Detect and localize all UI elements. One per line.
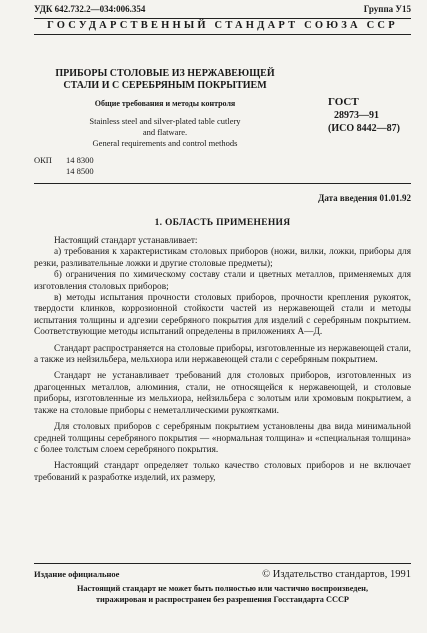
footer-rule bbox=[34, 563, 411, 564]
body-text bbox=[34, 236, 411, 484]
title-line-1: ПРИБОРЫ СТОЛОВЫЕ ИЗ НЕРЖАВЕЮЩЕЙ bbox=[55, 68, 275, 79]
group-code: Группа У15 bbox=[363, 4, 411, 14]
header-rule bbox=[34, 34, 411, 35]
official-edition-label: Издание официальное bbox=[34, 569, 120, 579]
paragraph: Настоящий стандарт устанавливает: bbox=[54, 236, 198, 246]
notice-line-1: Настоящий стандарт не может быть полностью или частично воспроизведен, bbox=[76, 584, 369, 593]
english-title bbox=[40, 116, 290, 149]
paragraph: а) требования к характеристикам столовых приборов (ножи, вилки, ложки, приборы для резки, разливательные ложки и другие столовые предметы); bbox=[34, 247, 411, 269]
date-introduced: Дата введения 01.01.92 bbox=[318, 193, 411, 203]
copyright-text: © Издательство стандартов, 1991 bbox=[262, 569, 411, 580]
gost-number: 28973—91 bbox=[334, 110, 379, 121]
udk-code: УДК 642.732.2—034:006.354 bbox=[34, 4, 146, 14]
document-subtitle: Общие требования и методы контроля bbox=[94, 99, 236, 108]
english-title-line-2: and flatware. bbox=[142, 127, 188, 137]
okp-codes bbox=[34, 155, 94, 177]
intro-rule bbox=[34, 183, 411, 184]
paragraph: Стандарт распространяется на столовые приборы, изготовленные из нержавеющей стали, а также из нейзильбера, мельхиора или нержавеющей стали с серебряным покрытием. bbox=[34, 343, 411, 366]
okp-label: ОКП bbox=[34, 155, 52, 165]
paragraph: б) ограничения по химическому составу стали и цветных металлов, применяемых для изготовления столовых приборов; bbox=[34, 270, 411, 292]
paragraph: в) методы испытания прочности столовых приборов, прочности крепления рукояток, твердости клинков, коррозионной стойкости частей из нержавеющей стали и методы испытания толщины и адгезии серебряного покрытия для изделий с серебряным покрытием. Соответствующие методы испытаний определены в приложениях А—Д. bbox=[34, 293, 411, 338]
standard-bar: ГОСУДАРСТВЕННЫЙ СТАНДАРТ СОЮЗА ССР bbox=[34, 18, 411, 34]
title-line-2: СТАЛИ И С СЕРЕБРЯНЫМ ПОКРЫТИЕМ bbox=[63, 80, 267, 91]
okp-code-2: 14 8500 bbox=[66, 166, 94, 176]
gost-label: ГОСТ bbox=[328, 96, 359, 108]
section-heading: 1. ОБЛАСТЬ ПРИМЕНЕНИЯ bbox=[154, 218, 291, 228]
english-title-line-1: Stainless steel and silver-plated table cutlery bbox=[89, 116, 241, 126]
okp-code-1: 14 8300 bbox=[66, 155, 94, 165]
english-title-line-3: General requirements and control methods bbox=[92, 138, 238, 148]
paragraph: Настоящий стандарт определяет только качество столовых приборов и не включает требований к разработке изделий, их размеру, bbox=[34, 461, 411, 483]
iso-number: (ИСО 8442—87) bbox=[328, 123, 400, 134]
reproduction-notice bbox=[34, 583, 411, 605]
header-row bbox=[34, 4, 411, 16]
paragraph: Стандарт не устанавливает требований для столовых приборов, изготовленных из драгоценных металлов, алюминия, стали, не относящейся к нержавеющей, и столовые приборы, изготовленные из мельхиора, нейзильбера с золотым или хромовым покрытием, а также на столовые приборы с неметаллическими рукоятками. bbox=[34, 371, 411, 416]
paragraph: Для столовых приборов с серебряным покрытием установлены два вида минимальной средней толщины серебряного покрытия — «нормальная толщина» и «специальная толщина» с более толстым слоем серебряного покрытия. bbox=[34, 422, 411, 455]
notice-line-2: тиражирован и распространен без разрешения Госстандарта СССР bbox=[95, 595, 350, 604]
gost-designation bbox=[328, 96, 418, 135]
document-title bbox=[40, 68, 290, 92]
